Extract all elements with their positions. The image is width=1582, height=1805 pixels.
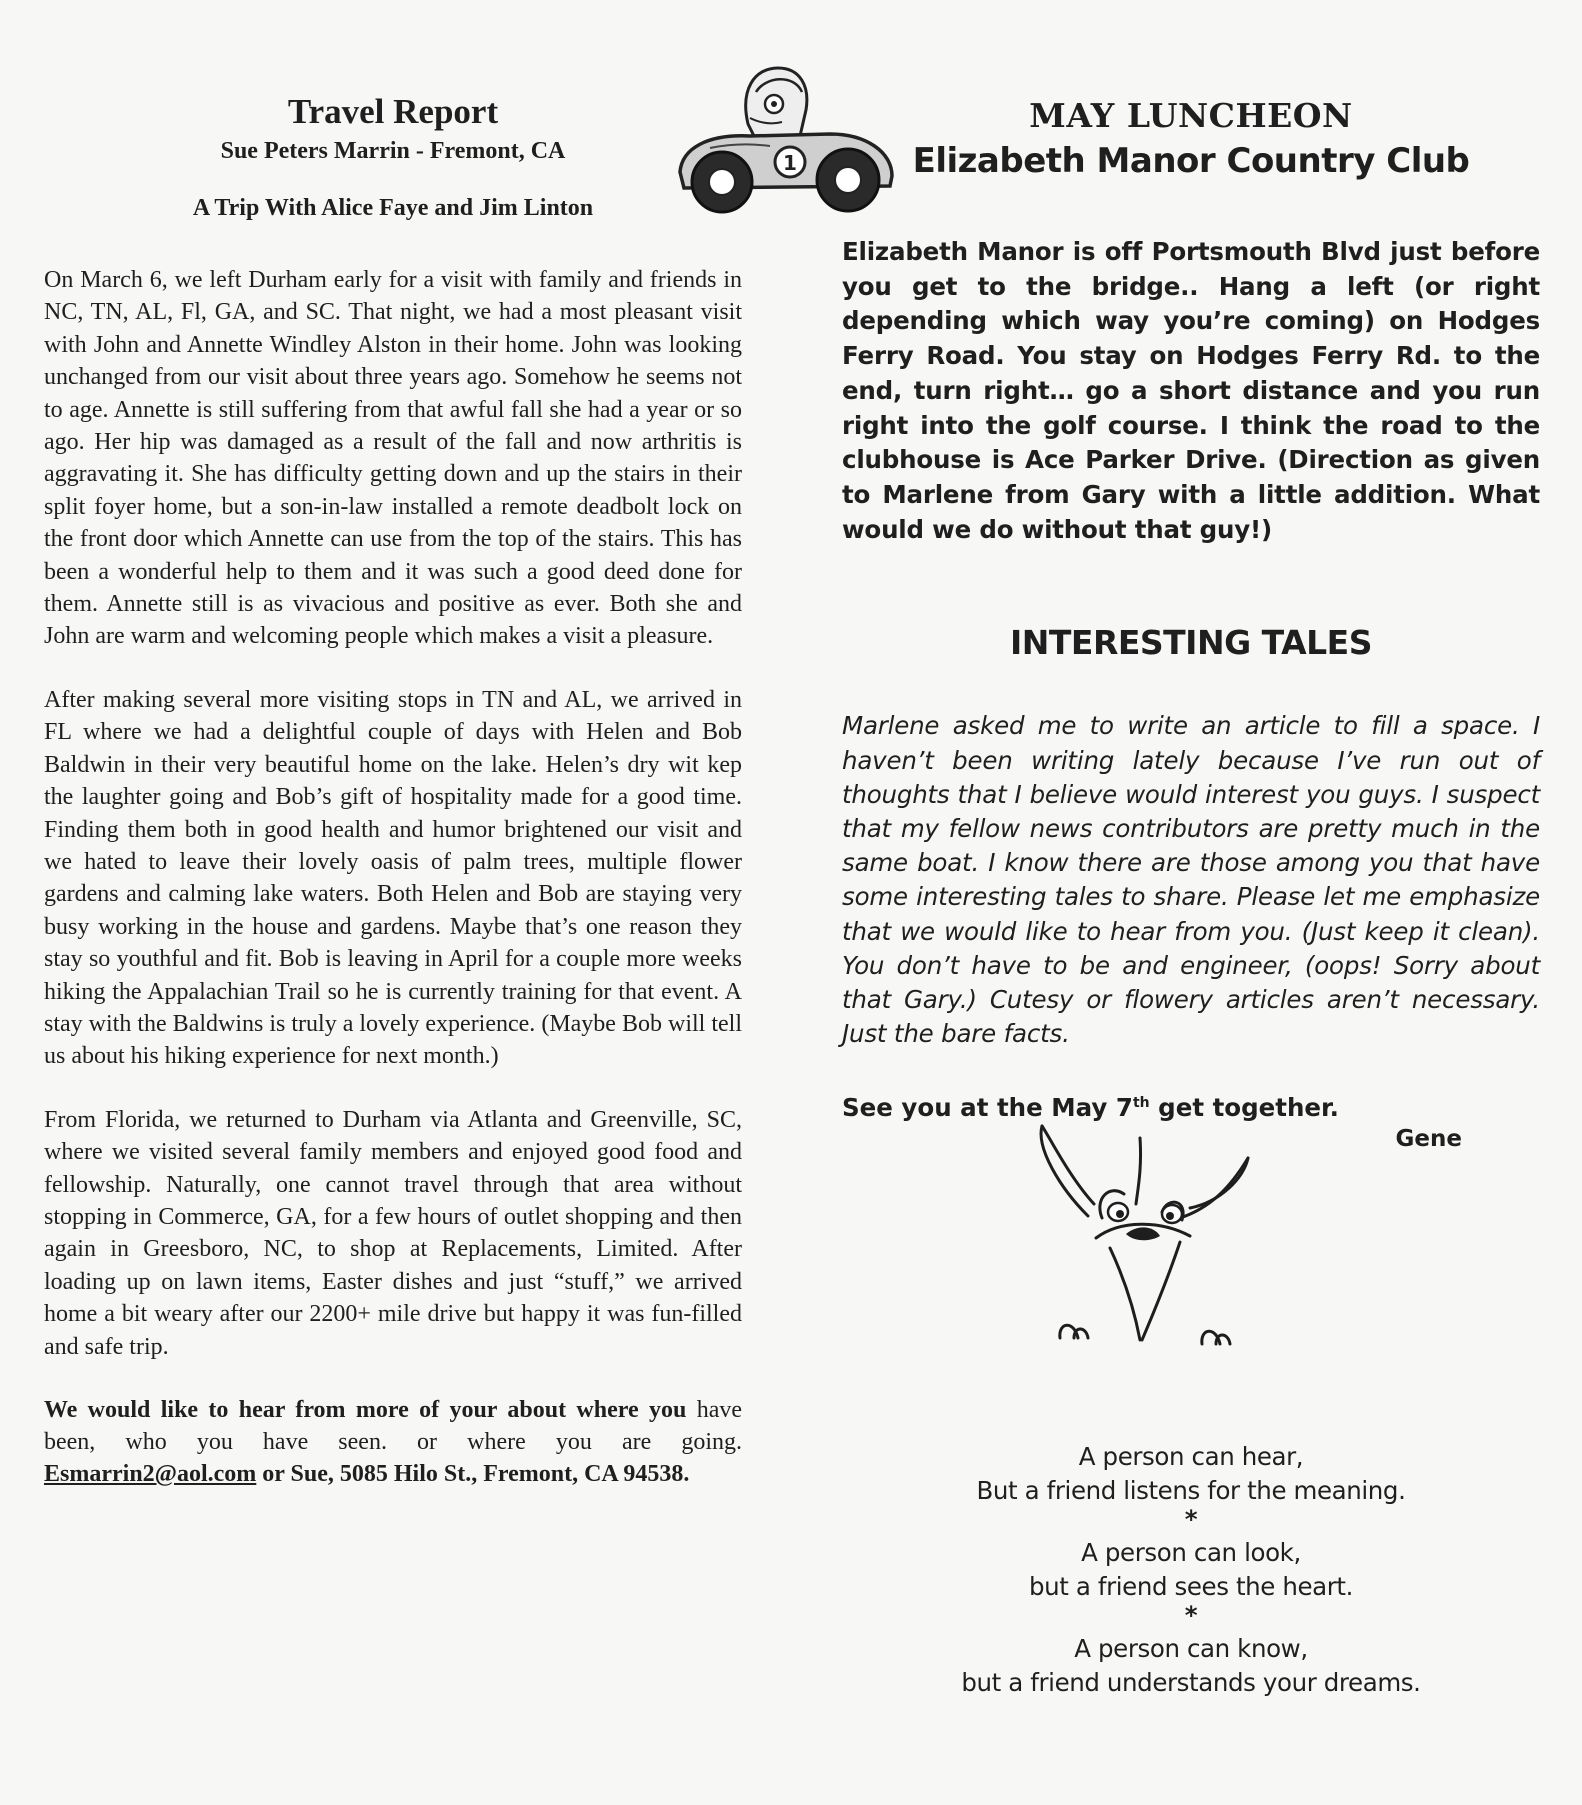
driver-eye	[771, 101, 777, 107]
travel-report-subtitle: A Trip With Alice Faye and Jim Linton	[192, 195, 594, 221]
travel-closing	[44, 1394, 742, 1490]
closing-text: have been, who you have seen. or where you are going.	[44, 1397, 743, 1455]
poem-line: A person can look,	[1081, 1538, 1301, 1567]
right-hand	[1202, 1331, 1230, 1344]
travel-paragraph: From Florida, we returned to Durham via Atlanta and Greenville, SC, where we visited several family members and enjoyed good food and fellowship. Naturally, one cannot travel through that area without stopping in Commerce, GA, for a few hours of outlet shopping and then again in Greesboro, NC, to shop at Replacements, Limited. After loading up on lawn items, Easter dishes and just “stuff,” we arrived home a bit weary after our 2200+ mile drive but happy it was fun-filled and safe trip.	[44, 1106, 742, 1360]
nose-shape	[1126, 1227, 1160, 1240]
travel-report-column	[44, 92, 742, 1514]
tales-title: INTERESTING TALES	[1010, 623, 1372, 663]
poem-line: but a friend sees the heart.	[1028, 1572, 1354, 1601]
see-you-text: See you at the May 7	[842, 1093, 1133, 1123]
right-arm-inner	[1190, 1158, 1248, 1208]
left-fingers-line	[1110, 1248, 1140, 1340]
luncheon-directions: Elizabeth Manor is off Portsmouth Blvd just before you get to the bridge.. Hang a left (or right depending which way you’re coming) on Hodges Ferry Road. You stay on Hodges Ferry Rd. to the end, turn right… go a short distance and you run right into the golf course. I think the road to the clubhouse is Ace Parker Drive. (Direction as given to Marlene from Gary with a little addition. What would we do without that guy!)	[842, 237, 1540, 544]
right-pupil	[1166, 1212, 1174, 1220]
see-you-text-end: get together.	[1149, 1093, 1339, 1123]
travel-paragraph: On March 6, we left Durham early for a visit with family and friends in NC, TN, AL, Fl, GA, and SC. That night, we had a most pleasant visit with John and Annette Windley Alston in their home. John was looking unchanged from our visit about three years ago. Somehow he seems not to age. Annette is still suffering from that awful fall she had a year or so ago. Her hip was damaged as a result of the fall and now arthritis is aggravating it. She has difficulty getting down and up the stairs in their split foyer home, but a son-in-law installed a remote deadbolt lock on the front door which Annette can use from the top of the stairs. This has been a wonderful help to them and it was such a good deed done for them. Annette still is as vivacious and positive as ever. Both she and John are warm and welcoming people which makes a visit a pleasure.	[44, 267, 742, 650]
left-hand	[1060, 1325, 1088, 1338]
mailing-address: or Sue, 5085 Hilo St., Fremont, CA 94538.	[262, 1461, 690, 1487]
closing-bold-text: We would like to hear from more of your about where you	[44, 1397, 687, 1423]
poem-line: A person can hear,	[1078, 1442, 1304, 1471]
travel-report-title: Travel Report	[287, 92, 499, 131]
right-column	[842, 96, 1540, 1152]
peeking-doodle-illustration	[1030, 1108, 1270, 1368]
nose-line	[1136, 1138, 1141, 1204]
poem-separator: *	[1184, 1601, 1198, 1630]
front-wheel-hub	[709, 169, 735, 195]
signoff-name: Gene	[1395, 1126, 1462, 1153]
luncheon-venue: Elizabeth Manor Country Club	[912, 141, 1470, 181]
poem-separator: *	[1184, 1505, 1198, 1534]
travel-report-byline: Sue Peters Marrin - Fremont, CA	[220, 138, 566, 164]
friendship-poem	[842, 1440, 1540, 1700]
see-you-ordinal: th	[1132, 1095, 1150, 1112]
luncheon-title: MAY LUNCHEON	[1029, 96, 1353, 135]
tales-body: Marlene asked me to write an article to fill a space. I haven’t been writing lately because I’ve run out of thoughts that I believe would interest you guys. I suspect that my fellow news contributors are pretty much in the same boat. I know there are those among you that have some interesting tales to share. Please let me emphasize that we would like to hear from you. (Just keep it clean). You don’t have to be and engineer, (oops! Sorry about that Gary.) Cutesy or flowery articles aren’t necessary. Just the bare facts.	[842, 711, 1540, 1049]
left-arm	[1041, 1126, 1088, 1216]
email-link[interactable]: Esmarrin2@aol.com	[44, 1461, 257, 1487]
left-pupil	[1116, 1210, 1124, 1218]
travel-paragraph: After making several more visiting stops in TN and AL, we arrived in FL where we had a delightful couple of days with Helen and Bob Baldwin in their very beautiful home on the lake. Helen’s dry wit kep the laughter going and Bob’s gift of hospitality made for a good time. Finding them both in good health and humor brightened our visit and we hated to leave their lovely oasis of palm trees, multiple flower gardens and calming lake waters. Both Helen and Bob are staying very busy working in the house and gardens. Maybe that’s one reason they stay so youthful and fit. Bob is leaving in April for a couple more weeks hiking the Appalachian Trail so he is currently training for that event. A stay with the Baldwins is truly a lovely experience. (Maybe Bob will tell us about his hiking experience for next month.)	[44, 686, 742, 1070]
car-number: 1	[783, 151, 797, 175]
poem-line: A person can know,	[1074, 1634, 1308, 1663]
right-fingers-line	[1142, 1242, 1180, 1340]
poem-line: but a friend understands your dreams.	[961, 1668, 1421, 1697]
poem-line: But a friend listens for the meaning.	[976, 1476, 1406, 1505]
